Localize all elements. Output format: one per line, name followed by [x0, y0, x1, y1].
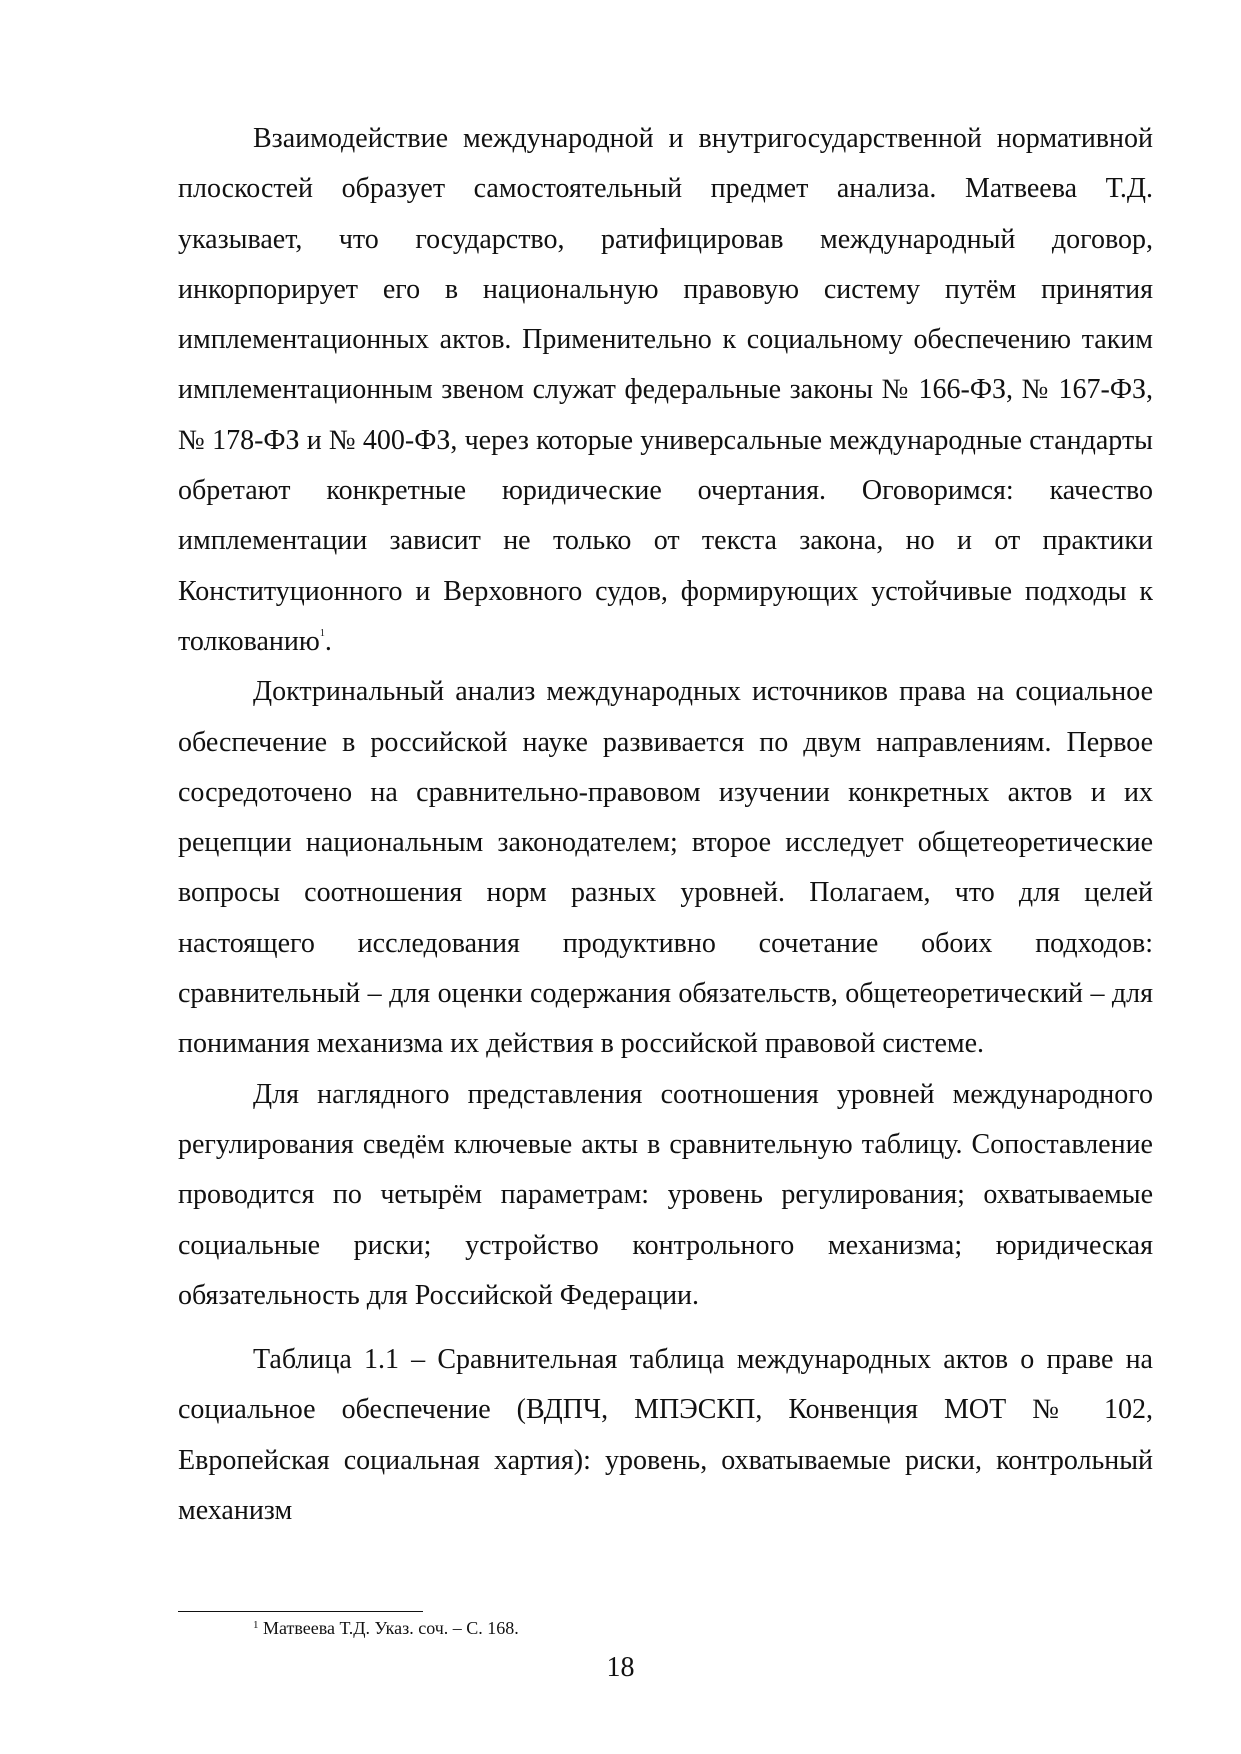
table-caption: Таблица 1.1 – Сравнительная таблица международных актов о праве на социальное обеспечение (ВДПЧ, МПЭСКП, Конвенция МОТ № 102, Европейская социальная хартия): уровень, охватываемые риски, контрольный механизм — [178, 1344, 1153, 1527]
paragraph-1-text: Взаимодействие международной и внутригосударственной нормативной плоскостей образует самостоятельный предмет анализа. Матвеева Т.Д. указывает, что государство, ратифицировав международный договор, инкорпорирует его в национальную правовую систему путём принятия имплементационных актов. Применительно к социальному обеспечению таким имплементационным звеном служат федеральные законы № 166-ФЗ, № 167-ФЗ, № 178-ФЗ и № 400-ФЗ, через которые универсальные международные стандарты обретают конкретные юридические очертания. Оговоримся: качество имплементации зависит не только от текста закона, но и от практики Конституционного и Верховного судов, формирующих устойчивые подходы к толкованию — [178, 123, 1153, 657]
page-number: 18 — [606, 1652, 635, 1683]
footnote-reference[interactable]: 1 — [319, 627, 325, 639]
paragraph-2: Доктринальный анализ международных источников права на социальное обеспечение в российской науке развивается по двум направлениям. Первое сосредоточено на сравнительно-правовом изучении конкретных актов и их рецепции национальным законодателем; второе исследует общетеоретические вопросы соотношения норм разных уровней. Полагаем, что для целей настоящего исследования продуктивно сочетание обоих подходов: сравнительный – для оценки содержания обязательств, общетеоретический – для понимания механизма их действия в российской правовой системе. — [178, 676, 1153, 1060]
paragraph-1 — [178, 114, 1153, 667]
paragraph-3: Для наглядного представления соотношения уровней международного регулирования сведём ключевые акты в сравнительную таблицу. Сопоставление проводится по четырём параметрам: уровень регулирования; охватываемые социальные риски; устройство контрольного механизма; юридическая обязательность для Российской Федерации. — [178, 1078, 1153, 1311]
paragraph-1-tail: . — [324, 625, 332, 657]
footnote-number: 1 — [253, 1619, 259, 1631]
footnote-separator — [178, 1611, 423, 1612]
main-text — [178, 114, 1153, 1536]
footnote-text: Матвеева Т.Д. Указ. соч. – С. 168. — [263, 1618, 519, 1638]
footnote — [253, 1616, 519, 1640]
